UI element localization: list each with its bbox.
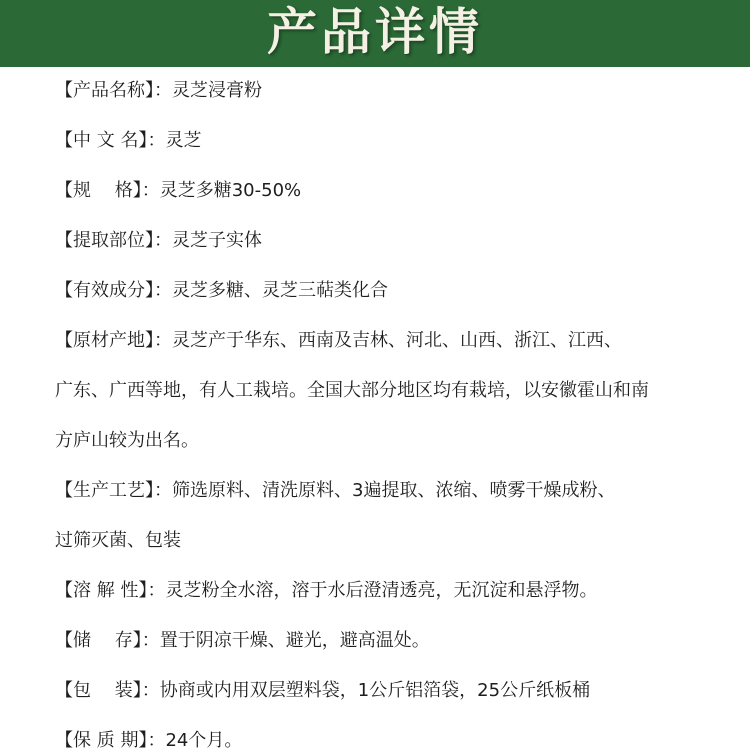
detail-value-continued: 过筛灭菌、包装: [55, 530, 181, 551]
detail-label: 【原材产地】：: [55, 330, 172, 351]
detail-value: 灵芝: [165, 130, 202, 151]
detail-row-solubility: [55, 579, 735, 603]
detail-row-ingredients: [55, 279, 735, 303]
detail-row-spec: [55, 179, 735, 203]
detail-label: 【有效成分】：: [55, 280, 172, 301]
detail-label: 【保 质 期】：: [55, 730, 166, 750]
page-title: 产品详情: [267, 2, 483, 61]
detail-row-chinese-name: [55, 129, 735, 153]
detail-label: 【规 格】：: [55, 180, 160, 201]
detail-value: 灵芝多糖、灵芝三萜类化合: [172, 280, 388, 301]
detail-row-origin-cont-2: [55, 429, 735, 453]
detail-value: 灵芝子实体: [172, 230, 262, 251]
detail-row-storage: [55, 629, 735, 653]
detail-label: 【中 文 名】：: [55, 130, 166, 151]
detail-label: 【溶 解 性】：: [55, 580, 166, 601]
detail-value: 24个月。: [165, 730, 243, 750]
detail-row-part: [55, 229, 735, 253]
detail-row-name: [55, 79, 735, 103]
detail-value: 灵芝产于华东、西南及吉林、河北、山西、浙江、江西、: [172, 330, 622, 351]
detail-label: 【提取部位】：: [55, 230, 172, 251]
detail-value: 灵芝粉全水溶，溶于水后澄清透亮，无沉淀和悬浮物。: [165, 580, 598, 601]
detail-label: 【储 存】：: [55, 630, 160, 651]
detail-value: 筛选原料、清洗原料、3遍提取、浓缩、喷雾干燥成粉、: [172, 480, 616, 501]
detail-row-packaging: [55, 679, 735, 703]
detail-value-continued: 广东、广西等地，有人工栽培。全国大部分地区均有栽培，以安徽霍山和南: [55, 380, 649, 401]
detail-row-process: [55, 479, 735, 503]
detail-value: 置于阴凉干燥、避光，避高温处。: [159, 630, 430, 651]
detail-row-shelf-life: [55, 729, 735, 750]
detail-label: 【生产工艺】：: [55, 480, 172, 501]
detail-row-process-cont-1: [55, 529, 735, 553]
detail-value: 灵芝多糖30-50%: [159, 180, 302, 201]
detail-label: 【包 装】：: [55, 680, 160, 701]
detail-value-continued: 方庐山较为出名。: [55, 430, 199, 451]
detail-value: 协商或内用双层塑料袋，1公斤铝箔袋，25公斤纸板桶: [159, 680, 591, 701]
detail-row-origin: [55, 329, 735, 353]
detail-label: 【产品名称】：: [55, 80, 172, 101]
detail-row-origin-cont-1: [55, 379, 735, 403]
detail-value: 灵芝浸膏粉: [172, 80, 262, 101]
